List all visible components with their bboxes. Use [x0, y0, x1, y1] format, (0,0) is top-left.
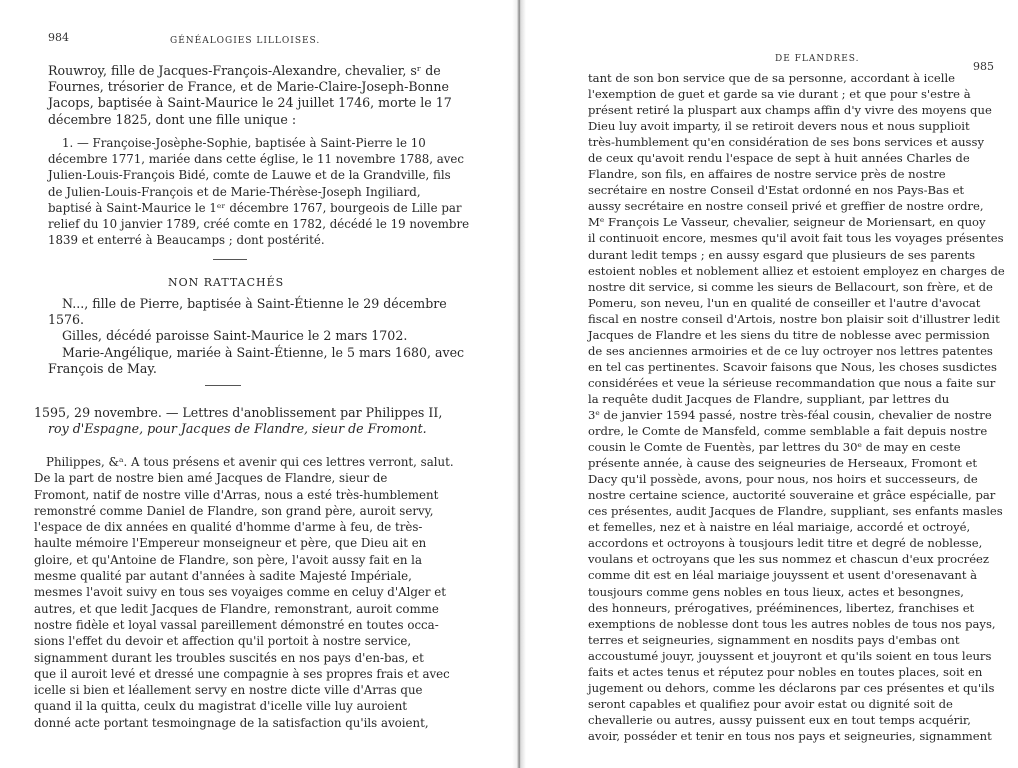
right-line: chevallerie ou autres, aussy puissent eux en tout temps acquérir, — [588, 712, 971, 727]
letters-line: Fromont, natif de nostre ville d'Arras, nous a esté très-humblement — [34, 487, 439, 502]
letters-line: mesmes l'avoit suivy en tous ses voyaiges comme en celuy d'Alger et — [34, 585, 447, 600]
letters-line: l'espace de dix années en qualité d'homme d'arme à feu, de très- — [34, 520, 423, 535]
letters-heading-line: roy d'Espagne, pour Jacques de Flandre, sieur de Fromont. — [48, 421, 427, 437]
entry-line: Rouwroy, fille de Jacques-François-Alexandre, chevalier, sʳ de — [48, 63, 441, 78]
letters-line: donné acte portant tesmoingnage de la satisfaction qu'ils avoient, — [34, 715, 429, 730]
letters-line: autres, et que ledit Jacques de Flandre, remonstrant, auroit comme — [34, 601, 439, 616]
unattached-line: François de May. — [48, 360, 157, 376]
letters-continuation — [588, 70, 1005, 744]
right-line: présent retiré la pluspart aux champs affin d'y vivre des moyens que — [588, 103, 992, 118]
letters-line: quand il la quitta, ceulx du magistrat d'icelle ville luy auroient — [34, 699, 408, 714]
entry-line: Fournes, trésorier de France, et de Marie-Claire-Joseph-Bonne — [48, 79, 449, 95]
right-line: nostre certaine science, auctorité souveraine et grâce espécialle, par — [588, 488, 996, 503]
right-line: accordons et octroyons à tousjours ledit titre et degré de noblesse, — [588, 536, 983, 551]
left-page-number: 984 — [48, 31, 69, 44]
right-line: estoient nobles et noblement alliez et estoient employez en charges de — [588, 263, 1005, 278]
right-line: tant de son bon service que de sa personne, accordant à icelle — [588, 71, 956, 85]
right-line: 3ᵉ de janvier 1594 passé, nostre très-féal cousin, chevalier de nostre — [588, 407, 992, 422]
right-line: ordre, le Comte de Mansfeld, comme semblable a fait depuis nostre — [588, 424, 988, 439]
item-line: de Julien-Louis-François et de Marie-Thérèse-Joseph Ingiliard, — [48, 184, 421, 199]
unattached-line: Gilles, décédé paroisse Saint-Maurice le 2 mars 1702. — [62, 328, 408, 344]
right-line: voulans et octroyans que les sus nommez et chascun d'eux procréez — [588, 552, 990, 567]
right-line: seront capables et qualifiez pour avoir estat ou dignité soit de — [588, 696, 953, 711]
right-running-header: DE FLANDRES. — [775, 54, 860, 64]
right-line: et femelles, nez et à naistre en léal mariaige, accordé et octroyé, — [588, 520, 971, 535]
right-line: très-humblement qu'en considération de ses bons services et aussy — [588, 135, 984, 150]
right-line: Flandre, son fils, en affaires de nostre service près de nostre — [588, 167, 946, 182]
item-line: 1. — Françoise-Josèphe-Sophie, baptisée à Saint-Pierre le 10 — [62, 136, 426, 150]
right-line: durant ledit temps ; en aussy esgard que plusieurs de ses parents — [588, 247, 976, 262]
right-line: faits et actes tenus et réputez pour nobles en toutes places, soit en — [588, 664, 983, 679]
letters-line: Philippes, &ᵃ. A tous présens et avenir qui ces lettres verront, salut. — [46, 455, 454, 469]
right-line: des honneurs, prérogatives, prééminences, libertez, franchises et — [588, 600, 975, 615]
right-line: Dacy qu'il possède, avons, pour nous, nos hoirs et successeurs, de — [588, 472, 978, 487]
right-line: considérées et veue la sérieuse recommandation que nous a faite sur — [588, 375, 996, 390]
right-line: Dieu luy avoit imparty, il se retiroit devers nous et nous supplioit — [588, 119, 970, 134]
right-line: exemptions de noblesse dont tous les autres nobles de tous nos pays, — [588, 616, 996, 631]
section-divider — [213, 259, 247, 260]
right-line: nostre dit service, si comme les sieurs de Bellacourt, son frère, et de — [588, 279, 993, 294]
right-line: tousjours comme gens nobles en tous lieux, actes et besongnes, — [588, 584, 964, 599]
letters-heading-line: 1595, 29 novembre. — Lettres d'anoblissement par Philippes II, — [34, 405, 443, 420]
right-line: en tel cas pertinentes. Scavoir faisons que Nous, les choses susdictes — [588, 359, 997, 374]
right-line: accoustumé jouyr, jouyssent et jouyront et qu'ils soient en tous leurs — [588, 648, 992, 663]
right-line: cousin le Comte de Fuentès, par lettres du 30ᵉ de may en ceste — [588, 440, 961, 455]
item-line: 1839 et enterré à Beaucamps ; dont postérité. — [48, 233, 325, 248]
right-line: ces présentes, audit Jacques de Flandre, suppliant, ses enfants masles — [588, 504, 1003, 519]
right-line: comme dit est en léal mariaige jouyssent et usent d'oresenavant à — [588, 568, 978, 583]
right-line: jugement ou dehors, comme les déclarons par ces présentes et qu'ils — [588, 680, 995, 695]
right-page-number: 985 — [973, 60, 994, 73]
unattached-line: Marie-Angélique, mariée à Saint-Étienne, le 5 mars 1680, avec — [62, 344, 465, 360]
right-line: la requête dudit Jacques de Flandre, suppliant, par lettres du — [588, 391, 950, 406]
letters-line: icelle si bien et léallement servy en nostre dicte ville d'Arras que — [34, 683, 423, 698]
item-line: relief du 10 janvier 1789, créé comte en 1782, décédé le 19 novembre — [48, 217, 470, 232]
letters-line: sions l'effet du devoir et affection qu'il portoit à nostre service, — [34, 634, 412, 649]
right-line: aussy secrétaire en nostre conseil privé et greffier de nostre ordre, — [588, 199, 984, 214]
descendant-item — [48, 135, 470, 248]
right-line: Pomeru, son neveu, l'un en qualité de conseiller et l'autre d'avocat — [588, 295, 981, 310]
right-line: de ses anciennes armoiries et de ce luy octroyer nos lettres patentes — [588, 343, 993, 358]
right-line: présente année, à cause des seigneuries de Herseaux, Fromont et — [588, 456, 978, 471]
right-line: avoir, posséder et tenir en tous nos pays et seigneuries, signamment — [588, 728, 992, 743]
right-page — [528, 0, 1018, 768]
right-line: Mᵉ François Le Vasseur, chevalier, seigneur de Moriensart, en quoy — [588, 215, 986, 230]
genealogy-entry — [48, 63, 452, 128]
unattached-line: 1576. — [48, 312, 85, 328]
unattached-entries — [48, 296, 465, 377]
section-divider — [205, 385, 241, 386]
unattached-line: N..., fille de Pierre, baptisée à Saint-Étienne le 29 décembre — [62, 296, 447, 311]
item-line: Julien-Louis-François Bidé, comte de Lauwe et de la Grandville, fils — [48, 168, 451, 183]
letters-line: gloire, et qu'Antoine de Flandre, son père, l'avoit aussy fait en la — [34, 552, 422, 567]
right-line: il continuoit encore, mesmes qu'il avoit fait tous les voyages présentes — [588, 231, 1004, 246]
letters-line: De la part de nostre bien amé Jacques de Flandre, sieur de — [34, 471, 388, 486]
entry-line: Jacops, baptisée à Saint-Maurice le 24 juillet 1746, morte le 17 — [48, 95, 452, 111]
right-line: de ceux qu'avoit rendu l'espace de sept à huit années Charles de — [588, 151, 970, 166]
letters-line: mesme qualité par autant d'années à sadite Majesté Impériale, — [34, 569, 412, 584]
left-page — [0, 0, 508, 768]
letters-line: que il auroit levé et dressé une compagnie à ses propres frais et avec — [34, 666, 450, 681]
letters-heading — [34, 405, 443, 437]
right-line: Jacques de Flandre et les siens du titre de noblesse avec permission — [588, 327, 990, 342]
letters-line: nostre fidèle et loyal vassal pareillement démonstré en toutes occa- — [34, 617, 439, 632]
right-line: secrétaire en nostre Conseil d'Estat ordonné en nos Pays-Bas et — [588, 183, 965, 198]
entry-line: décembre 1825, dont une fille unique : — [48, 111, 297, 127]
section-title: NON RATTACHÉS — [168, 276, 285, 289]
letters-line: haulte mémoire l'Empereur monseigneur et père, que Dieu ait en — [34, 536, 427, 551]
letters-body — [34, 454, 454, 731]
letters-line: signamment durant les troubles suscités en nos pays d'en-bas, et — [34, 650, 424, 665]
item-line: baptisé à Saint-Maurice le 1ᵉʳ décembre 1767, bourgeois de Lille par — [48, 200, 462, 215]
letters-line: remonstré comme Daniel de Flandre, son grand père, auroit servy, — [34, 503, 434, 518]
left-running-header: GÉNÉALOGIES LILLOISES. — [170, 36, 321, 46]
right-line: fiscal en nostre conseil d'Artois, nostre bon plaisir soit d'illustrer ledit — [588, 311, 1000, 326]
right-line: l'exemption de guet et garde sa vie durant ; et que pour s'estre à — [588, 87, 971, 102]
book-gutter — [512, 0, 526, 768]
item-line: décembre 1771, mariée dans cette église, le 11 novembre 1788, avec — [48, 152, 465, 167]
right-line: terres et seigneuries, signamment en nosdits pays d'embas ont — [588, 632, 960, 647]
